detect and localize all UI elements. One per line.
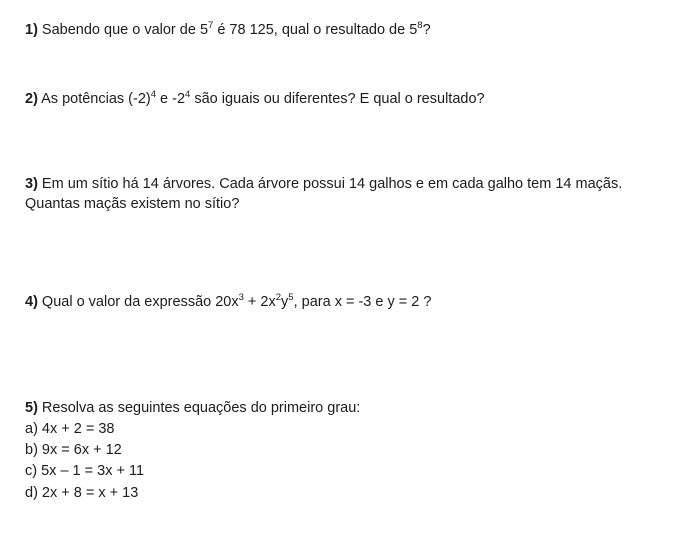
question-1 xyxy=(25,20,431,40)
question-text: Em um sítio há 14 árvores. Cada árvore possui 14 galhos e em cada galho tem 14 maçãs. xyxy=(37,176,623,192)
question-text: , para x = -3 e y = 2 ? xyxy=(293,294,432,310)
question-text: As potências (-2) xyxy=(37,91,151,107)
question-text: Qual o valor da expressão 20x xyxy=(37,294,239,310)
question-text: + 2x xyxy=(243,294,276,310)
exponent: 3 xyxy=(238,292,244,303)
question-text: Resolva as seguintes equações do primeiro grau: xyxy=(37,400,361,416)
exponent: 4 xyxy=(185,89,191,100)
exponent: 5 xyxy=(288,292,294,303)
exponent: 4 xyxy=(150,89,157,100)
question-text: Quantas maçãs existem no sítio? xyxy=(25,196,240,212)
equation-item: a) 4x + 2 = 38 xyxy=(25,421,115,437)
question-text: é 78 125, qual o resultado de 5 xyxy=(213,22,418,38)
question-number: 4) xyxy=(25,294,38,310)
question-number: 2) xyxy=(25,91,38,107)
question-2 xyxy=(25,89,485,109)
question-text: y xyxy=(281,294,289,310)
exponent: 2 xyxy=(275,292,282,303)
question-5 xyxy=(25,398,360,418)
exponent: 8 xyxy=(417,20,423,31)
equation-item: b) 9x = 6x + 12 xyxy=(25,442,122,458)
question-number: 3) xyxy=(25,176,38,192)
equation-item: c) 5x – 1 = 3x + 11 xyxy=(25,463,145,479)
question-number: 5) xyxy=(25,400,38,416)
question-text: Sabendo que o valor de 5 xyxy=(37,22,209,38)
question-text: ? xyxy=(422,22,431,38)
question-3-line-2 xyxy=(25,194,239,214)
equation-item: d) 2x + 8 = x + 13 xyxy=(25,485,139,501)
question-4 xyxy=(25,292,431,312)
question-3-line-1 xyxy=(25,174,622,194)
question-text: são iguais ou diferentes? E qual o resultado? xyxy=(190,91,485,107)
question-text: e -2 xyxy=(156,91,186,107)
question-number: 1) xyxy=(25,22,38,38)
exponent: 7 xyxy=(208,20,214,31)
